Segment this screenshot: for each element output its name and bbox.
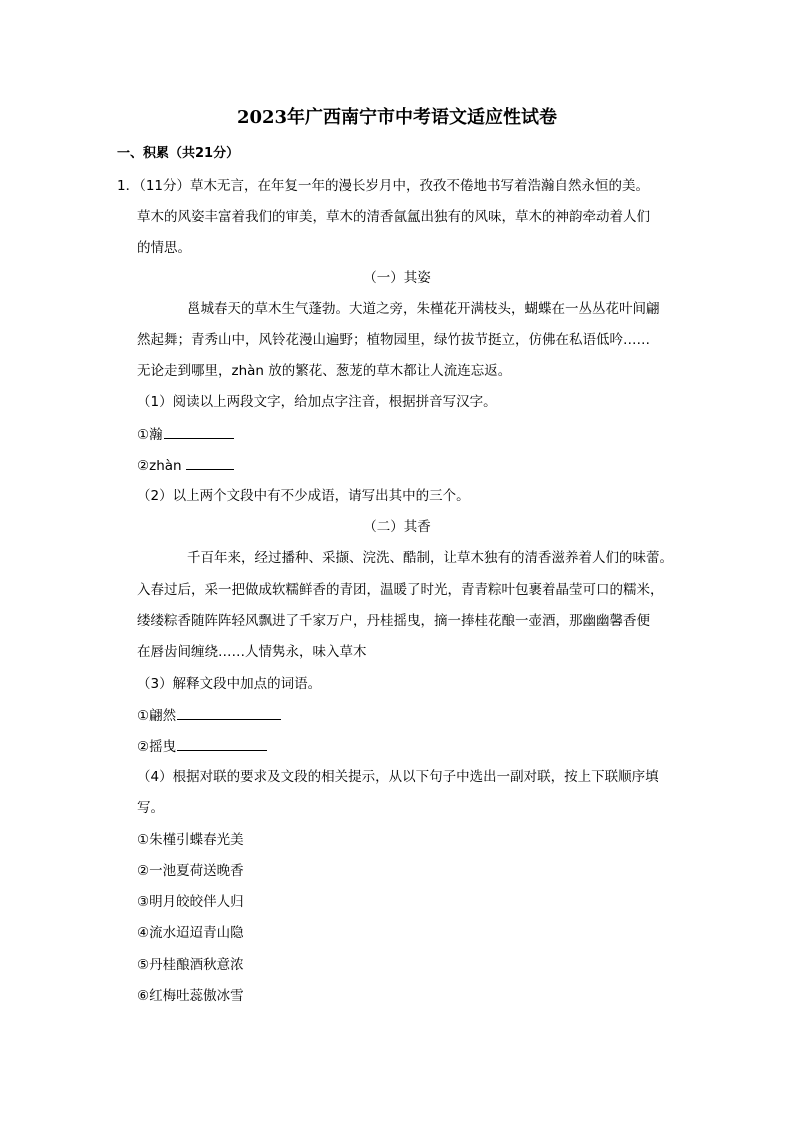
answer-label: ②摇曳 (137, 739, 177, 755)
answer-item (137, 736, 267, 757)
passage-line: 邕城春天的草木生气蓬勃。大道之旁，朱槿花开满枝头，蝴蝶在一丛丛花叶间翩 (187, 301, 660, 317)
answer-label: ②zhàn (137, 458, 182, 474)
couplet-option: ⑥红梅吐蕊傲冰雪 (137, 988, 244, 1004)
couplet-option: ④流水迢迢青山隐 (137, 925, 244, 941)
page-title: 2023年广西南宁市中考语文适应性试卷 (236, 107, 558, 128)
couplet-option: ②一池夏荷送晚香 (137, 863, 244, 879)
answer-label: ①翩然 (137, 708, 177, 724)
part2-heading: （二）其香 (363, 519, 431, 535)
passage-line: 无论走到哪里，zhàn 放的繁花、葱茏的草木都让人流连忘返。 (137, 363, 512, 379)
sub-question: （2）以上两个文段中有不少成语，请写出其中的三个。 (137, 488, 470, 504)
passage-line: 千百年来，经过播种、采撷、浣洗、酷制，让草木独有的清香滋养着人们的味蕾。 (187, 550, 673, 566)
answer-blank[interactable] (164, 424, 234, 439)
sub-question: （4）根据对联的要求及文段的相关提示，从以下句子中选出一副对联，按上下联顺序填 (137, 769, 659, 785)
answer-item (137, 455, 234, 476)
question-intro-line: 草木的风姿丰富着我们的审美，草木的清香氤氲出独有的风味，草木的神韵牵动着人们 (137, 209, 650, 225)
part1-heading: （一）其姿 (363, 270, 431, 286)
sub-question: （1）阅读以上两段文字，给加点字注音，根据拼音写汉字。 (137, 394, 497, 410)
passage-line: 入春过后，采一把做成软糯鲜香的青团，温暖了时光，青青粽叶包裹着晶莹可口的糯米， (137, 582, 664, 598)
answer-blank[interactable] (186, 455, 234, 470)
passage-line: 缕缕粽香随阵阵轻风飘进了千家万户，丹桂摇曳，摘一捧桂花酿一壶酒，那幽幽馨香便 (137, 613, 650, 629)
couplet-option: ③明月皎皎伴人归 (137, 894, 244, 910)
section-heading: 一、积累（共21分） (117, 146, 240, 161)
sub-question: （3）解释文段中加点的词语。 (137, 676, 322, 692)
passage-line: 在唇齿间缠绕……人情隽永，味入草木 (137, 644, 367, 660)
question-intro-line: 的情思。 (137, 240, 191, 256)
answer-item (137, 705, 281, 726)
couplet-option: ⑤丹桂酿酒秋意浓 (137, 957, 244, 973)
question-intro-line: 1．（11分）草木无言，在年复一年的漫长岁月中，孜孜不倦地书写着浩瀚自然永恒的美。 (117, 178, 650, 194)
answer-label: ①瀚 (137, 427, 163, 443)
couplet-option: ①朱槿引蝶春光美 (137, 832, 244, 848)
answer-blank[interactable] (177, 705, 281, 720)
sub-question: 写。 (137, 800, 164, 816)
passage-line: 然起舞；青秀山中，风铃花漫山遍野；植物园里，绿竹拔节挺立，仿佛在私语低吟…… (137, 332, 650, 348)
answer-item (137, 424, 234, 445)
answer-blank[interactable] (177, 736, 267, 751)
